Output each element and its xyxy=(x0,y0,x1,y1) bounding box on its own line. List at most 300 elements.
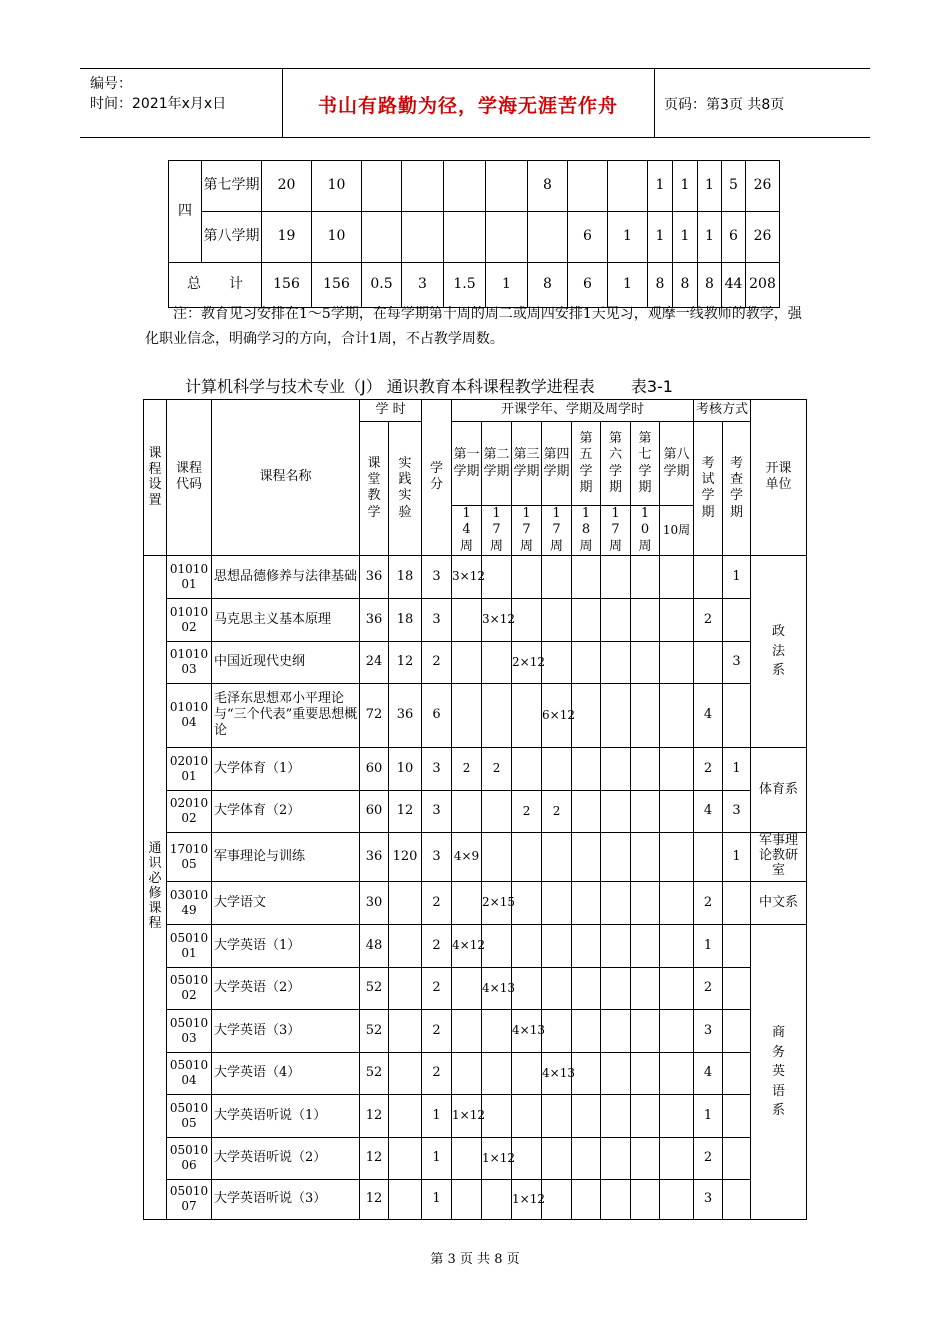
course-code-text: 0101002 xyxy=(169,604,209,634)
term-cell xyxy=(601,683,631,747)
term-cell xyxy=(482,1052,512,1094)
term-cell xyxy=(572,1094,601,1137)
course-code xyxy=(167,1009,212,1052)
term-cell: 1×12 xyxy=(512,1179,542,1219)
course-code xyxy=(167,1179,212,1219)
cell xyxy=(486,161,528,212)
term-cell xyxy=(542,881,572,924)
term-cell xyxy=(482,832,512,881)
table-row xyxy=(144,1052,807,1094)
term-header xyxy=(660,422,694,506)
term-cell xyxy=(452,1179,482,1219)
course-code xyxy=(167,881,212,924)
exam-cell xyxy=(694,641,723,683)
term-cell xyxy=(542,1009,572,1052)
class-hours-cell: 36 xyxy=(360,555,389,598)
table-row xyxy=(144,881,807,924)
term-cell xyxy=(572,598,601,641)
cell: 1 xyxy=(698,212,722,263)
exam-cell xyxy=(694,832,723,881)
course-code-text: 0501006 xyxy=(169,1143,209,1173)
term-cell xyxy=(452,683,482,747)
term-cell xyxy=(631,924,660,967)
category-label: 通识必修课程 xyxy=(148,841,162,931)
dept-header-text: 开课单位 xyxy=(765,461,792,493)
course-code-text: 0501003 xyxy=(169,1015,209,1045)
check-cell xyxy=(723,924,751,967)
cell xyxy=(528,212,568,263)
term-cell xyxy=(572,683,601,747)
term-cell xyxy=(482,641,512,683)
exam-cell: 1 xyxy=(694,924,723,967)
term-cell xyxy=(512,1137,542,1179)
term-cell xyxy=(482,1179,512,1219)
term-cell xyxy=(572,790,601,832)
dept-cell xyxy=(751,924,807,1219)
term-header-text: 第二学期 xyxy=(483,447,510,479)
check-cell xyxy=(723,683,751,747)
course-name: 大学语文 xyxy=(212,881,360,924)
table-note: 注：教育见习安排在1～5学期，在每学期第十周的周二或周四安排1天见习，观摩一线教师的教学，强化职业信念，明确学习的方向，合计1周，不占教学周数。 xyxy=(145,306,802,347)
term-cell xyxy=(572,924,601,967)
term-cell xyxy=(512,598,542,641)
cell: 0.5 xyxy=(362,263,402,308)
check-cell xyxy=(723,1179,751,1219)
dept-text: 商务英语系 xyxy=(772,1025,786,1118)
course-code xyxy=(167,747,212,790)
term-cell xyxy=(542,598,572,641)
cell xyxy=(362,161,402,212)
practice-cell xyxy=(389,1137,422,1179)
practice-cell: 36 xyxy=(389,683,422,747)
term-cell xyxy=(452,790,482,832)
dept-cell xyxy=(751,747,807,832)
page-header xyxy=(80,68,870,138)
weeks-header-text: 17周 xyxy=(609,506,623,554)
course-code-text: 0301049 xyxy=(169,887,209,917)
check-cell: 1 xyxy=(723,747,751,790)
cell: 8 xyxy=(648,263,673,308)
term-cell xyxy=(542,832,572,881)
course-code xyxy=(167,832,212,881)
term-cell xyxy=(601,1179,631,1219)
credits-header-text: 学分 xyxy=(430,461,444,493)
weeks-header xyxy=(631,506,660,556)
term-header xyxy=(452,422,482,506)
cell xyxy=(362,212,402,263)
term-cell xyxy=(572,1137,601,1179)
class-hours-cell: 52 xyxy=(360,1009,389,1052)
term-cell xyxy=(631,555,660,598)
course-code xyxy=(167,1137,212,1179)
credit-cell: 3 xyxy=(422,555,452,598)
term-cell xyxy=(512,1094,542,1137)
course-code-text: 1701005 xyxy=(169,841,209,871)
term-cell xyxy=(512,881,542,924)
term-cell xyxy=(631,832,660,881)
exam-cell: 4 xyxy=(694,1052,723,1094)
term-cell: 2 xyxy=(482,747,512,790)
term-header-text: 第五学期 xyxy=(579,431,593,495)
term-cell xyxy=(572,1179,601,1219)
cell: 19 xyxy=(262,212,312,263)
table-row xyxy=(144,967,807,1009)
cell: 8 xyxy=(673,263,698,308)
term-cell xyxy=(482,1094,512,1137)
term-cell: 4×12 xyxy=(452,924,482,967)
dept-text: 体育系 xyxy=(759,781,799,797)
term-cell xyxy=(631,1052,660,1094)
weeks-header xyxy=(542,506,572,556)
cell: 20 xyxy=(262,161,312,212)
term-cell xyxy=(660,790,694,832)
check-cell: 1 xyxy=(723,555,751,598)
term-cell xyxy=(512,683,542,747)
term-cell xyxy=(660,641,694,683)
cell: 1.5 xyxy=(444,263,486,308)
cell: 1 xyxy=(648,212,673,263)
course-code xyxy=(167,924,212,967)
course-name: 大学英语听说（2） xyxy=(212,1137,360,1179)
term-header xyxy=(572,422,601,506)
practice-header-text: 实践实验 xyxy=(398,455,412,520)
practice-cell: 12 xyxy=(389,790,422,832)
weeks-header-text: 10周 xyxy=(638,506,652,554)
term-cell xyxy=(572,832,601,881)
check-cell xyxy=(723,967,751,1009)
term-cell: 1×12 xyxy=(482,1137,512,1179)
term-cell xyxy=(660,881,694,924)
exam-cell: 2 xyxy=(694,747,723,790)
term-header-text: 第四学期 xyxy=(543,447,570,479)
term-cell xyxy=(631,967,660,1009)
class-hours-cell: 60 xyxy=(360,747,389,790)
exam-header xyxy=(694,422,723,556)
term-cell xyxy=(660,1137,694,1179)
term-cell: 4×13 xyxy=(482,967,512,1009)
course-code-text: 0501004 xyxy=(169,1058,209,1088)
practice-cell xyxy=(389,1009,422,1052)
weeks-header xyxy=(452,506,482,556)
cell xyxy=(444,161,486,212)
practice-cell: 18 xyxy=(389,598,422,641)
term-cell xyxy=(631,747,660,790)
table-row xyxy=(144,641,807,683)
term-cell xyxy=(452,1137,482,1179)
term-cell xyxy=(601,790,631,832)
term-cell xyxy=(542,555,572,598)
time-label: 时间：2021年x月x日 xyxy=(90,96,227,112)
term-cell xyxy=(601,1094,631,1137)
term-header xyxy=(631,422,660,506)
credit-cell: 1 xyxy=(422,1137,452,1179)
term-cell xyxy=(660,967,694,1009)
course-rows xyxy=(144,555,807,1219)
table-row xyxy=(144,1094,807,1137)
class-hours-cell: 48 xyxy=(360,924,389,967)
term-header xyxy=(512,422,542,506)
term-cell: 2 xyxy=(452,747,482,790)
table-row xyxy=(144,1179,807,1219)
term-cell: 第七学期 xyxy=(202,161,262,212)
class-hours-cell: 36 xyxy=(360,598,389,641)
course-code-text: 0201001 xyxy=(169,753,209,783)
cell: 156 xyxy=(312,263,362,308)
table-title-text: 计算机科学与技术专业（J） 通识教育本科课程教学进程表 xyxy=(185,377,595,396)
practice-cell xyxy=(389,881,422,924)
exam-cell: 4 xyxy=(694,790,723,832)
term-cell: 第八学期 xyxy=(202,212,262,263)
weeks-header xyxy=(512,506,542,556)
term-cell xyxy=(601,1052,631,1094)
term-cell xyxy=(512,924,542,967)
term-cell xyxy=(452,598,482,641)
term-cell xyxy=(482,1009,512,1052)
term-cell xyxy=(601,881,631,924)
header-meta xyxy=(80,69,283,137)
practice-cell: 10 xyxy=(389,747,422,790)
cell: 6 xyxy=(568,212,608,263)
weeks-header xyxy=(482,506,512,556)
course-code-text: 0101004 xyxy=(169,700,209,730)
credit-cell: 3 xyxy=(422,747,452,790)
dept-cell xyxy=(751,832,807,881)
check-cell xyxy=(723,1009,751,1052)
code-header-text: 课程代码 xyxy=(175,461,202,493)
credits-header xyxy=(422,400,452,556)
credit-cell: 3 xyxy=(422,598,452,641)
term-cell xyxy=(631,881,660,924)
cell: 1 xyxy=(673,161,698,212)
check-cell: 1 xyxy=(723,832,751,881)
course-code xyxy=(167,790,212,832)
weeks-header xyxy=(601,506,631,556)
dept-header xyxy=(751,400,807,556)
total-row xyxy=(169,263,780,308)
check-cell xyxy=(723,881,751,924)
cell: 156 xyxy=(262,263,312,308)
course-name: 军事理论与训练 xyxy=(212,832,360,881)
exam-cell: 1 xyxy=(694,1094,723,1137)
practice-header xyxy=(389,422,422,556)
term-cell xyxy=(601,747,631,790)
cell: 208 xyxy=(746,263,780,308)
term-cell: 6×12 xyxy=(542,683,572,747)
term-cell xyxy=(601,967,631,1009)
cell: 3 xyxy=(402,263,444,308)
course-code-text: 0101001 xyxy=(169,561,209,591)
course-name: 大学英语（1） xyxy=(212,924,360,967)
schedule-header: 开课学年、学期及周学时 xyxy=(452,400,694,422)
term-cell: 3×12 xyxy=(482,598,512,641)
course-name: 中国近现代史纲 xyxy=(212,641,360,683)
term-cell xyxy=(542,641,572,683)
dept-text: 中文系 xyxy=(759,894,799,910)
course-name: 马克思主义基本原理 xyxy=(212,598,360,641)
term-cell xyxy=(631,1009,660,1052)
category-header-text: 课程设置 xyxy=(148,446,162,508)
table-title xyxy=(185,374,673,397)
check-cell: 3 xyxy=(723,790,751,832)
term-cell xyxy=(482,924,512,967)
term-cell xyxy=(542,924,572,967)
class-hours-header xyxy=(360,422,389,556)
cell: 1 xyxy=(673,212,698,263)
course-code xyxy=(167,1052,212,1094)
credit-cell: 1 xyxy=(422,1179,452,1219)
class-hours-cell: 36 xyxy=(360,832,389,881)
term-header xyxy=(601,422,631,506)
cell xyxy=(444,212,486,263)
term-cell xyxy=(660,598,694,641)
term-cell xyxy=(601,1137,631,1179)
cell: 44 xyxy=(722,263,746,308)
check-header-text: 考查学期 xyxy=(730,455,744,520)
cell: 1 xyxy=(608,212,648,263)
credit-cell: 2 xyxy=(422,1009,452,1052)
course-code xyxy=(167,598,212,641)
credit-cell: 6 xyxy=(422,683,452,747)
schedule-summary-table xyxy=(168,160,780,308)
term-cell xyxy=(572,1009,601,1052)
term-cell: 2×15 xyxy=(482,881,512,924)
table-row xyxy=(144,555,807,598)
cell: 1 xyxy=(486,263,528,308)
course-code-text: 0501007 xyxy=(169,1184,209,1214)
dept-cell xyxy=(751,555,807,747)
term-cell xyxy=(452,641,482,683)
class-hours-cell: 30 xyxy=(360,881,389,924)
code-header xyxy=(167,400,212,556)
term-cell xyxy=(660,924,694,967)
table-row xyxy=(144,747,807,790)
weeks-header-text: 17周 xyxy=(550,506,564,554)
course-name: 大学英语听说（3） xyxy=(212,1179,360,1219)
credit-cell: 2 xyxy=(422,881,452,924)
term-header-text: 第三学期 xyxy=(513,447,540,479)
cell: 8 xyxy=(698,263,722,308)
practice-cell: 18 xyxy=(389,555,422,598)
term-cell xyxy=(660,1052,694,1094)
term-cell xyxy=(572,555,601,598)
term-cell xyxy=(631,1137,660,1179)
credit-cell: 2 xyxy=(422,924,452,967)
class-hours-header-text: 课堂教学 xyxy=(367,455,381,520)
total-label: 总 计 xyxy=(169,263,262,308)
term-cell xyxy=(601,598,631,641)
check-header xyxy=(723,422,751,556)
term-header-text: 第七学期 xyxy=(638,431,652,495)
term-cell xyxy=(631,790,660,832)
class-hours-cell: 52 xyxy=(360,1052,389,1094)
check-cell xyxy=(723,598,751,641)
weeks-header xyxy=(572,506,601,556)
cell: 10 xyxy=(312,212,362,263)
class-hours-cell: 12 xyxy=(360,1094,389,1137)
cell: 10 xyxy=(312,161,362,212)
term-cell: 1×12 xyxy=(452,1094,482,1137)
term-cell xyxy=(482,555,512,598)
course-code xyxy=(167,555,212,598)
term-cell xyxy=(542,1137,572,1179)
check-cell: 3 xyxy=(723,641,751,683)
term-cell xyxy=(660,832,694,881)
course-name: 大学英语（3） xyxy=(212,1009,360,1052)
table-row xyxy=(144,924,807,967)
check-cell xyxy=(723,1137,751,1179)
course-code-text: 0501001 xyxy=(169,930,209,960)
category-cell xyxy=(144,555,167,1219)
term-cell xyxy=(512,967,542,1009)
course-code-text: 0501002 xyxy=(169,973,209,1003)
cell: 8 xyxy=(528,263,568,308)
term-cell xyxy=(452,881,482,924)
term-cell xyxy=(572,1052,601,1094)
credit-cell: 1 xyxy=(422,1094,452,1137)
term-cell xyxy=(542,747,572,790)
class-hours-cell: 24 xyxy=(360,641,389,683)
table-row xyxy=(144,598,807,641)
term-cell xyxy=(512,747,542,790)
practice-cell xyxy=(389,1179,422,1219)
class-hours-cell: 52 xyxy=(360,967,389,1009)
year-cell: 四 xyxy=(169,161,202,263)
course-code-text: 0501005 xyxy=(169,1100,209,1130)
exam-cell: 3 xyxy=(694,1009,723,1052)
term-cell xyxy=(601,555,631,598)
practice-cell: 120 xyxy=(389,832,422,881)
practice-cell xyxy=(389,967,422,1009)
credit-cell: 2 xyxy=(422,967,452,1009)
cell: 6 xyxy=(568,263,608,308)
exam-cell: 2 xyxy=(694,1137,723,1179)
term-cell xyxy=(601,641,631,683)
term-cell xyxy=(660,1094,694,1137)
course-code xyxy=(167,967,212,1009)
weeks-header-text: 14周 xyxy=(460,506,474,554)
cell: 5 xyxy=(722,161,746,212)
term-cell xyxy=(601,1009,631,1052)
term-cell xyxy=(660,1009,694,1052)
course-code-text: 0101003 xyxy=(169,647,209,677)
term-cell xyxy=(660,1179,694,1219)
term-header xyxy=(542,422,572,506)
term-cell xyxy=(631,1094,660,1137)
term-cell xyxy=(572,967,601,1009)
term-cell xyxy=(660,747,694,790)
term-cell xyxy=(512,555,542,598)
weeks-header-text: 17周 xyxy=(490,506,504,554)
credit-cell: 3 xyxy=(422,832,452,881)
course-name: 大学英语（4） xyxy=(212,1052,360,1094)
term-cell: 3×12 xyxy=(452,555,482,598)
term-cell: 4×13 xyxy=(542,1052,572,1094)
check-cell xyxy=(723,1052,751,1094)
term-cell: 4×9 xyxy=(452,832,482,881)
number-label: 编号： xyxy=(90,76,132,92)
term-cell xyxy=(631,1179,660,1219)
course-code xyxy=(167,641,212,683)
term-cell xyxy=(452,1009,482,1052)
term-cell xyxy=(572,881,601,924)
practice-cell xyxy=(389,1052,422,1094)
practice-cell xyxy=(389,1094,422,1137)
table-row xyxy=(144,1137,807,1179)
course-name: 思想品德修养与法律基础 xyxy=(212,555,360,598)
course-name: 大学体育（2） xyxy=(212,790,360,832)
term-cell xyxy=(631,683,660,747)
table-row xyxy=(169,161,780,212)
